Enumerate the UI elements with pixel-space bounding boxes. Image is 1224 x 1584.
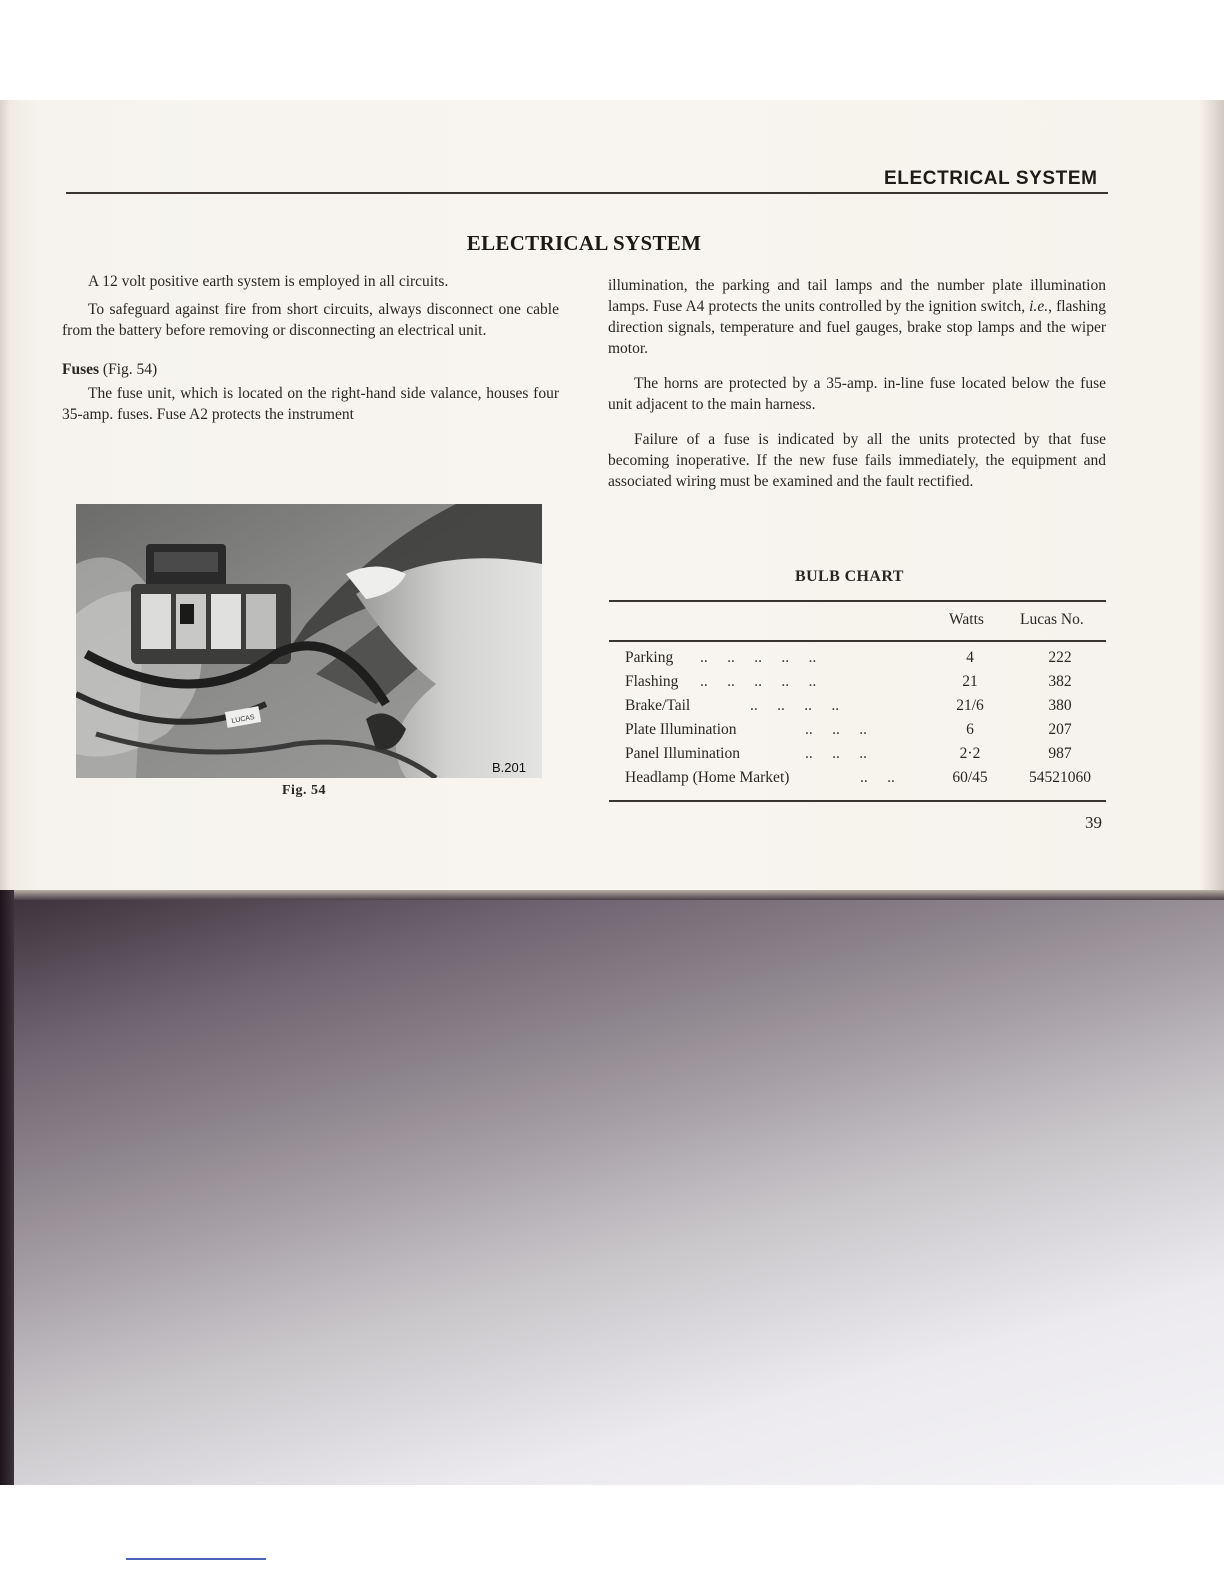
table-top-rule xyxy=(609,600,1106,602)
table-bottom-rule xyxy=(609,800,1106,802)
row-leader-dots: .. .. .. xyxy=(805,721,867,738)
row-watts: 6 xyxy=(966,721,974,738)
row-label: Brake/Tail xyxy=(625,697,691,714)
row-leader-dots: .. .. .. .. .. xyxy=(700,649,817,666)
row-watts: 21 xyxy=(962,673,978,690)
right-column xyxy=(608,275,1106,506)
row-label: Panel Illumination xyxy=(625,745,740,762)
row-leader-dots: .. .. .. xyxy=(805,745,867,762)
row-leader-dots: .. .. .. .. xyxy=(750,697,840,714)
fuse-unit-photo-art xyxy=(76,504,542,778)
paragraph-safeguard: To safeguard against fire from short circuits, always disconnect one cable from the battery before removing or disconnecting an electrical unit. xyxy=(62,301,559,339)
table-header-watts: Watts xyxy=(949,611,984,628)
page-title xyxy=(0,231,1224,256)
page-title-text: ELECTRICAL SYSTEM xyxy=(466,231,702,255)
row-watts: 2·2 xyxy=(959,745,981,762)
paragraph-fuse-unit: The fuse unit, which is located on the right-hand side valance, houses four 35-amp. fuses. Fuse A2 protects the instrument xyxy=(62,385,559,423)
left-column xyxy=(62,271,559,432)
footer-underline xyxy=(126,1558,266,1560)
paragraph-fuse-a4-ie: i.e. xyxy=(1029,298,1049,315)
table-row xyxy=(625,649,1105,673)
table-row xyxy=(625,745,1105,769)
row-leader-dots: .. .. xyxy=(860,769,895,786)
paragraph-fuse-a4-part2: , flashing direction signals, temperature and fuel gauges, brake stop lamps and the wiper motor. xyxy=(608,298,1107,357)
paragraph-fuse-a4 xyxy=(608,275,1106,359)
paragraph-earth-system: A 12 volt positive earth system is employed in all circuits. xyxy=(88,273,449,290)
row-label: Parking xyxy=(625,649,674,666)
row-lucas-no: 382 xyxy=(1048,673,1072,690)
fuses-subheading-ref: (Fig. 54) xyxy=(99,361,158,378)
table-row xyxy=(625,769,1105,793)
table-row xyxy=(625,721,1105,745)
row-watts: 4 xyxy=(966,649,974,666)
table-header-rule xyxy=(609,640,1106,642)
figure-ref-code: B.201 xyxy=(492,760,526,775)
row-lucas-no: 987 xyxy=(1048,745,1072,762)
photo-label: LUCAS xyxy=(231,714,256,725)
row-label: Flashing xyxy=(625,673,679,690)
fuses-subheading xyxy=(62,359,559,380)
paragraph-failure: Failure of a fuse is indicated by all the units protected by that fuse becoming inoperative. If the new fuse fails immediately, the equipment and associated wiring must be examined and the fault rectified. xyxy=(608,431,1106,490)
scanner-edge-shadow xyxy=(0,890,14,1485)
row-label: Plate Illumination xyxy=(625,721,737,738)
scanner-backing xyxy=(0,890,1224,1485)
row-lucas-no: 222 xyxy=(1048,649,1072,666)
table-header-lucas: Lucas No. xyxy=(1020,611,1084,628)
fuse-unit-photo xyxy=(76,504,542,778)
fuses-subheading-bold: Fuses xyxy=(62,361,100,378)
table-row xyxy=(625,673,1105,697)
paragraph-fuse-a4-part1: illumination, the parking and tail lamps and the number plate illumination lamps. Fuse A4 protects the units controlled by the ignition switch, xyxy=(608,277,1106,315)
row-watts: 21/6 xyxy=(956,697,984,714)
bulb-chart-title: BULB CHART xyxy=(795,568,904,585)
page-number: 39 xyxy=(1085,813,1102,832)
paragraph-horns: The horns are protected by a 35-amp. in-line fuse located below the fuse unit adjacent to the main harness. xyxy=(608,375,1106,413)
figure-caption: Fig. 54 xyxy=(282,783,326,798)
header-rule xyxy=(66,192,1108,194)
row-lucas-no: 54521060 xyxy=(1029,769,1091,786)
scanned-page xyxy=(0,100,1224,1485)
paper-sheet xyxy=(0,100,1224,890)
row-label: Headlamp (Home Market) xyxy=(625,769,790,786)
row-watts: 60/45 xyxy=(952,769,988,786)
row-lucas-no: 380 xyxy=(1048,697,1072,714)
running-head: ELECTRICAL SYSTEM xyxy=(884,168,1098,189)
row-leader-dots: .. .. .. .. .. xyxy=(700,673,817,690)
table-row xyxy=(625,697,1105,721)
row-lucas-no: 207 xyxy=(1048,721,1072,738)
